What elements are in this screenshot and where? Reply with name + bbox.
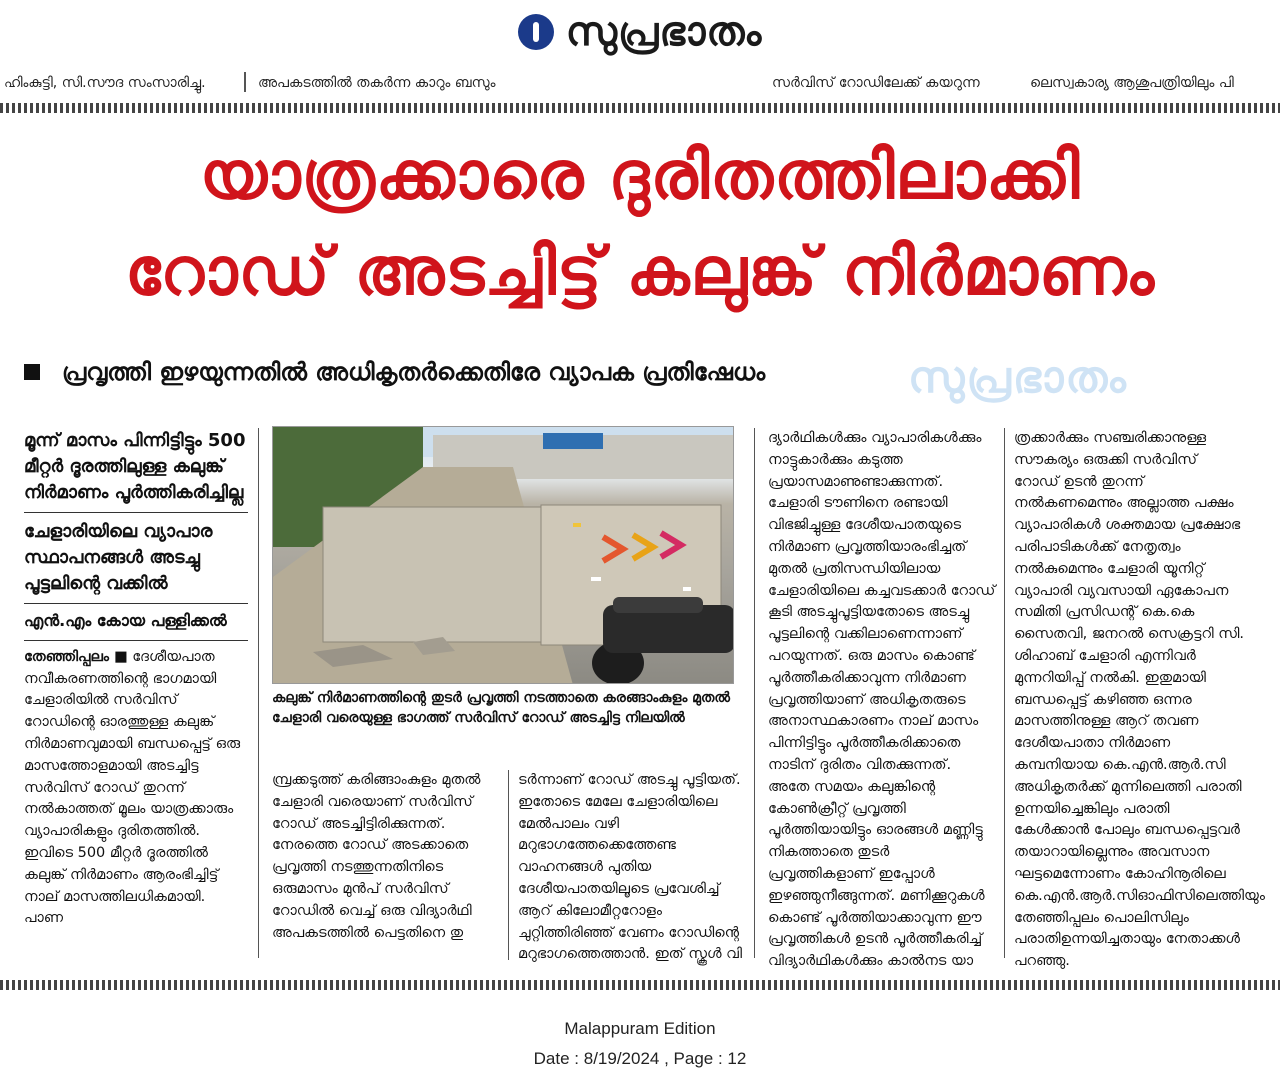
watermark: സുപ്രഭാതം: [908, 352, 1128, 403]
news-photo: [272, 426, 734, 684]
photo-caption: കലുങ്ക് നിർമാണത്തിന്റെ തുടർ പ്രവൃത്തി നടത്താതെ കരങ്ങാംകുളം മുതൽ ചേളാരി വരെയുള്ള ഭാഗത്ത് സർവിസ് റോഡ് അടച്ചിട്ട നിലയിൽ: [272, 690, 730, 726]
headline: [20, 128, 1260, 320]
edition-footer: [0, 1014, 1280, 1074]
column-divider: [258, 428, 259, 958]
column-divider: [754, 428, 755, 958]
subheadline-text: പ്രവൃത്തി ഇഴയുന്നതിൽ അധികൃതർക്കെതിരേ വ്യാപക പ്രതിഷേധം: [62, 358, 766, 386]
column-divider: [508, 770, 509, 960]
article-column: ത്രക്കാർക്കും സഞ്ചരിക്കാനുള്ള സൗകര്യം ഒരുക്കി സർവിസ് റോഡ് ഉടൻ തുറന്ന് നൽകണമെന്നും അല്ലാത്ത പക്ഷം വ്യാപാരികൾ ശക്തമായ പ്രക്ഷോഭ പരിപാടികൾക്ക് നേതൃത്വം നൽകുമെന്നും ചേളാരി യൂനിറ്റ് വ്യാപാരി വ്യവസായി ഏകോപന സമിതി പ്രസിഡന്റ് കെ.കെ സൈതവി, ജനറൽ സെക്രട്ടറി സി. ശിഹാബ് ചേളാരി എന്നിവർ മുന്നറിയിപ്പ് നൽകി. ഇതുമായി ബന്ധപ്പെട്ട് കഴിഞ്ഞ ഒന്നര മാസത്തിനുള്ള ആറ് തവണ ദേശീയപാതാ നിർമാണ കമ്പനിയായ കെ.എൻ.ആർ.സി അധികൃതർക്ക് മുന്നിലെത്തി പരാതി ഉന്നയിച്ചെങ്കിലും പരാതി കേൾക്കാൻ പോലും ബന്ധപ്പെട്ടവർ തയാറായില്ലെന്നും അവസാന ഘട്ടമെന്നോണം കോഹിനൂരിലെ കെ.എൻ.ആർ.സിഓഫിസിലെത്തിയും തേഞ്ഞിപ്പലം പൊലിസിലും പരാതിഉന്നയിച്ചതായും നേതാക്കൾ പറഞ്ഞു.: [1014, 430, 1265, 970]
article-body: [24, 647, 248, 930]
kicker: ചേളാരിയിലെ വ്യാപാര സ്ഥാപനങ്ങൾ അടച്ചു പൂട്ടലിന്റെ വക്കിൽ: [24, 521, 213, 594]
article-column: ദ്യാർഥികൾക്കും വ്യാപാരികൾക്കും നാട്ടുകാർക്കും കടുത്ത പ്രയാസമാണുണ്ടാക്കുന്നത്. ചേളാരി ടൗണിനെ രണ്ടായി വിഭജിച്ചുള്ള ദേശീയപാതയുടെ നിർമാണ പ്രവൃത്തിയാരംഭിച്ചത് മുതൽ പ്രതിസന്ധിയിലായ ചേളാരിയിലെ കച്ചവടക്കാർ റോഡ് കൂടി അടച്ചുപൂട്ടിയതോടെ അടച്ചു പൂട്ടലിന്റെ വക്കിലാണെന്നാണ് പറയുന്നത്. ഒരു മാസം കൊണ്ട് പൂർത്തീകരിക്കാവുന്ന നിർമാണ പ്രവൃത്തിയാണ് അധികൃതരുടെ അനാസ്ഥകാരണം നാല് മാസം പിന്നിട്ടിട്ടും പൂർത്തീകരിക്കാതെ നാടിന് ദുരിതം വിതക്കുന്നത്. അതേ സമയം കലുങ്കിന്റെ കോൺക്രീറ്റ് പ്രവൃത്തി പൂർത്തിയായിട്ടും ഓരങ്ങൾ മണ്ണിട്ടു നികത്താതെ തുടർ പ്രവൃത്തികളാണ് ഇപ്പോൾ ഇഴഞ്ഞുനീങ്ങുന്നത്. മണിക്കൂറുകൾ കൊണ്ട് പൂർത്തിയാക്കാവുന്ന ഈ പ്രവൃത്തികൾ ഉടൻ പൂർത്തീകരിച്ച് വിദ്യാർഥികൾക്കും കാൽനട യാ: [768, 430, 996, 970]
divider: [24, 512, 248, 513]
article-column: ടർന്നാണ് റോഡ് അടച്ചു പൂട്ടിയത്. ഇതോടെ മേലേ ചേളാരിയിലെ മേൽപാലം വഴി മറുഭാഗത്തേക്കെത്തേണ്ട വാഹനങ്ങൾ പുതിയ ദേശീയപാതയിലൂടെ പ്രവേശിച്ച് ആറ് കിലോമീറ്ററോളം ചുറ്റിത്തിരിഞ്ഞ് വേണം റോഡിന്റെ മറുഭാഗത്തെത്താൻ. ഇത് സ്കൂൾ വി: [518, 772, 743, 963]
teaser-strip: [0, 68, 1280, 98]
headline-line: യാത്രക്കാരെ ദുരിതത്തിലാക്കി: [199, 137, 1081, 214]
road-barrier-photo: [273, 427, 734, 684]
teaser-item: സർവിസ് റോഡിലേക്ക് കയറുന്ന: [772, 75, 980, 91]
square-bullet-icon: [24, 364, 40, 380]
article-text: ദേശീയപാത നവീകരണത്തിന്റെ ഭാഗമായി ചേളാരിയിൽ സർവിസ് റോഡിന്റെ ഓരത്തുള്ള കലുങ്ക് നിർമാണവുമായി ബന്ധപ്പെട്ട് ഒരു മാസത്തോളമായി അടച്ചിട്ട സർവിസ് റോഡ് തുറന്ന് നൽകാത്തത് മൂലം യാത്രക്കാരും വ്യാപാരികളും ദുരിതത്തിൽ. ഇവിടെ 500 മീറ്റർ ദൂരത്തിൽ കലുങ്ക് നിർമാണം ആരംഭിച്ചിട്ട് നാല് മാസത്തിലധികമായി. പാണ: [24, 648, 241, 927]
teaser-item: ഹിംകുട്ടി, സി.സൗദ സംസാരിച്ചു.: [4, 75, 206, 91]
subheadline: [24, 358, 765, 386]
teaser-item: ലെസ്വകാര്യ ആശുപത്രിയിലും പി: [1030, 75, 1234, 91]
divider-rule: [0, 103, 1280, 113]
divider: [24, 640, 248, 641]
dateline: തേഞ്ഞിപ്പലം ■: [24, 648, 128, 665]
date-page-line: Date : 8/19/2024 , Page : 12: [533, 1049, 747, 1068]
left-column: [24, 428, 248, 930]
teaser-divider: [244, 72, 246, 92]
newspaper-title: സുപ്രഭാതം: [565, 9, 763, 55]
divider: [24, 603, 248, 604]
teaser-item: അപകടത്തിൽ തകർന്ന കാറും ബസും: [258, 75, 496, 91]
masthead: [0, 0, 1280, 64]
kicker: മൂന്ന് മാസം പിന്നിട്ടിട്ടും 500 മീറ്റർ ദൂരത്തിലുള്ള കലുങ്ക് നിർമാണം പൂർത്തികരിച്ചില്ല: [24, 430, 246, 503]
headline-line: റോഡ് അടച്ചിട്ട് കലുങ്ക് നിർമാണം: [125, 233, 1155, 310]
article-column: മ്പ്രക്കടുത്ത് കരിങ്ങാംകുളം മുതൽ ചേളാരി വരെയാണ് സർവിസ് റോഡ് അടച്ചിട്ടിരിക്കുന്നത്. നേരത്തെ റോഡ് അടക്കാതെ പ്രവൃത്തി നടത്തുന്നതിനിടെ ഒരുമാസം മുൻപ് സർവിസ് റോഡിൽ വെച്ച് ഒരു വിദ്യാർഥി അപകടത്തിൽ പെട്ടതിനെ തു: [272, 772, 481, 941]
byline: എൻ.എം കോയ പള്ളിക്കൽ: [24, 611, 227, 630]
pen-nib-icon: [518, 14, 554, 50]
edition-name: Malappuram Edition: [564, 1019, 716, 1038]
column-divider: [1004, 428, 1005, 958]
divider-rule: [0, 980, 1280, 990]
